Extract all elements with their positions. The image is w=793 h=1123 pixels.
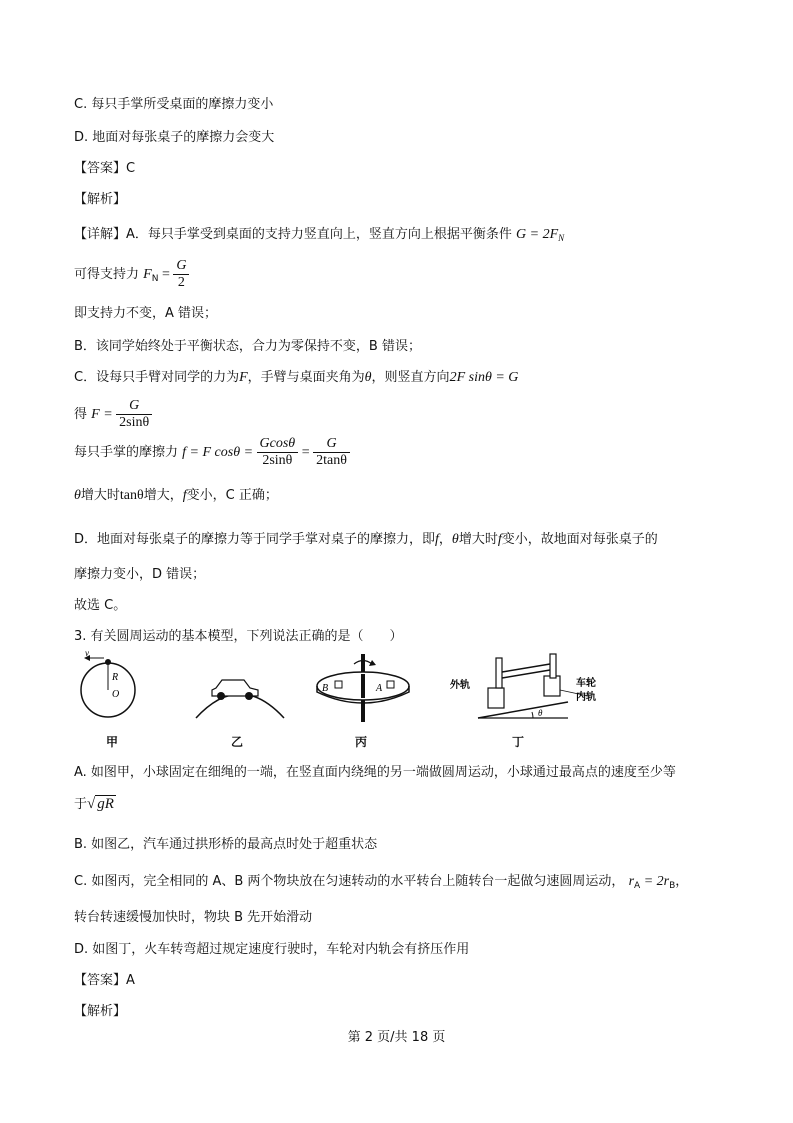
- c-text2: ，手臂与桌面夹角为: [247, 370, 365, 385]
- figure-ding: [448, 650, 618, 722]
- arch-bridge: [196, 694, 284, 718]
- opt-c1-text: C. 如图丙，完全相同的 A、B 两个物块放在匀速转动的水平转台上随转台一起做匀速圆周运动，: [74, 874, 625, 889]
- q3-option-b: B. 如图乙，汽车通过拱形桥的最高点时处于超重状态: [74, 837, 378, 852]
- theta-text1: 增大时: [80, 488, 120, 503]
- opt-c-sub-b: B: [669, 881, 676, 891]
- block-B: [335, 681, 342, 688]
- frac-den: 2sinθ: [116, 414, 152, 431]
- label-O: O: [112, 689, 120, 700]
- option-d: D. 地面对每张桌子的摩擦力会变大: [74, 130, 275, 145]
- caption-bing: 丙: [355, 735, 368, 749]
- eq-main: G = 2F: [516, 227, 559, 242]
- friction-line: [74, 436, 350, 469]
- friction-eq2: =: [298, 445, 314, 460]
- choose-line: 故选 C。: [74, 598, 127, 613]
- left-post: [496, 658, 502, 688]
- d-theta: θ: [451, 532, 459, 547]
- d-sep: ，: [438, 532, 452, 547]
- theta-text2: 增大，: [143, 488, 183, 503]
- fraction-gcos-over-2sin: [257, 436, 299, 469]
- option-c-explain: [74, 369, 518, 387]
- frac-num: Gcosθ: [259, 436, 296, 451]
- option-c: C. 每只手掌所受桌面的摩擦力变小: [74, 97, 274, 112]
- label-theta: θ: [538, 708, 543, 718]
- get-F-line: [74, 398, 152, 431]
- caption-yi: 乙: [231, 735, 244, 749]
- page-footer: 第 2 页/共 18 页: [347, 1030, 446, 1045]
- q3-analysis: 【解析】: [74, 1004, 127, 1019]
- outer-rail-wheel: [488, 688, 504, 708]
- support-eq: =: [158, 267, 174, 282]
- support-lhs: F: [143, 267, 152, 282]
- get-lead: 得: [74, 407, 88, 422]
- c-text1: C．设每只手臂对同学的力为: [74, 370, 240, 385]
- label-R: R: [112, 672, 119, 683]
- label-wheel: 车轮: [576, 678, 596, 689]
- opt-c-comma: ，: [675, 874, 689, 889]
- inner-rail-wheel: [544, 676, 560, 696]
- detail-a-equation: [516, 227, 564, 242]
- figure-yi: [194, 668, 286, 720]
- c-text3: ，则竖直方向: [371, 370, 450, 385]
- option-b-explain: B．该同学始终处于平衡状态，合力为零保持不变，B 错误；: [74, 339, 421, 354]
- label-inner-rail: 内轨: [576, 692, 596, 703]
- detail-a: [74, 226, 564, 247]
- c-theta: θ: [364, 370, 372, 385]
- fraction-g-over-2sin: [116, 398, 152, 431]
- frac-num: G: [326, 436, 337, 451]
- option-d-explain: [74, 531, 658, 549]
- q3-option-c: [74, 873, 688, 895]
- car-wheel-right: [245, 692, 253, 700]
- q3-option-d: D. 如图丁，火车转弯超过规定速度行驶时，车轮对内轨会有挤压作用: [74, 942, 470, 957]
- opt-c-sub-a: A: [634, 881, 641, 891]
- option-d-explain-cont: 摩擦力变小，D 错误；: [74, 567, 206, 582]
- fraction-g-over-2: [173, 258, 189, 291]
- support-force-line: [74, 258, 189, 291]
- frac-num: G: [176, 258, 187, 273]
- frac-num: G: [129, 398, 140, 413]
- d-text2: 增大时: [458, 532, 498, 547]
- answer-label: 【答案】C: [74, 161, 136, 176]
- analysis-label: 【解析】: [74, 192, 127, 207]
- theta-increase-line: [74, 487, 278, 505]
- q3-option-a: A. 如图甲，小球固定在细绳的一端，在竖直面内绕绳的另一端做圆周运动，小球通过最高点的速度至少等: [74, 765, 676, 780]
- frac-den: 2tanθ: [313, 452, 350, 469]
- right-post: [550, 654, 556, 678]
- frac-den: 2sinθ: [257, 452, 299, 469]
- q3-answer: 【答案】A: [74, 973, 135, 988]
- support-unchanged: 即支持力不变，A 错误；: [74, 306, 218, 321]
- c-eq: 2F sinθ = G: [449, 370, 519, 385]
- angle-arc: [532, 712, 533, 718]
- d-text3: 变小，故地面对每张桌子的: [501, 532, 658, 547]
- theta-sym: θ: [74, 488, 81, 503]
- eq-sub: N: [558, 233, 565, 243]
- c-F: F: [239, 370, 248, 385]
- opt-a2-text: 于: [74, 797, 88, 812]
- sqrt-radicand: gR: [97, 796, 114, 812]
- detail-a-text: 【详解】A．每只手掌受到桌面的支持力竖直向上，竖直方向上根据平衡条件: [74, 227, 512, 242]
- tan-sym: tanθ: [119, 488, 144, 503]
- support-lhs-sub: N: [151, 274, 159, 284]
- figure-bing: [314, 652, 414, 724]
- d-f1: f: [435, 532, 439, 547]
- frac-den: 2: [173, 274, 189, 291]
- q3-option-c-cont: 转台转速缓慢加快时，物块 B 先开始滑动: [74, 910, 313, 925]
- friction-lead: 每只手掌的摩擦力: [74, 445, 179, 460]
- sqrt-gR: √ gR: [87, 796, 114, 812]
- figure-jia: [80, 650, 140, 720]
- opt-c-mid: = 2r: [640, 874, 670, 889]
- caption-jia: 甲: [106, 735, 119, 749]
- f-sym: f: [182, 488, 187, 503]
- label-outer-rail: 外轨: [450, 680, 470, 691]
- theta-text3: 变小，C 正确；: [186, 488, 278, 503]
- d-f2: f: [497, 532, 502, 547]
- caption-ding: 丁: [512, 735, 525, 749]
- label-A: A: [376, 683, 383, 694]
- get-lhs: F =: [91, 407, 117, 422]
- opt-c-r: r: [628, 874, 635, 889]
- label-v: v: [85, 650, 89, 658]
- d-text1: D．地面对每张桌子的摩擦力等于同学手掌对桌子的摩擦力，即: [74, 532, 436, 547]
- fraction-g-over-2tan: [313, 436, 350, 469]
- q3-stem: 3. 有关圆周运动的基本模型，下列说法正确的是（ ）: [74, 629, 403, 644]
- q3-option-a-cont: [74, 795, 116, 814]
- friction-lhs: f = F cosθ =: [182, 445, 257, 460]
- support-lead: 可得支持力: [74, 267, 140, 282]
- block-A: [387, 681, 394, 688]
- label-B: B: [322, 683, 329, 694]
- car-wheel-left: [217, 692, 225, 700]
